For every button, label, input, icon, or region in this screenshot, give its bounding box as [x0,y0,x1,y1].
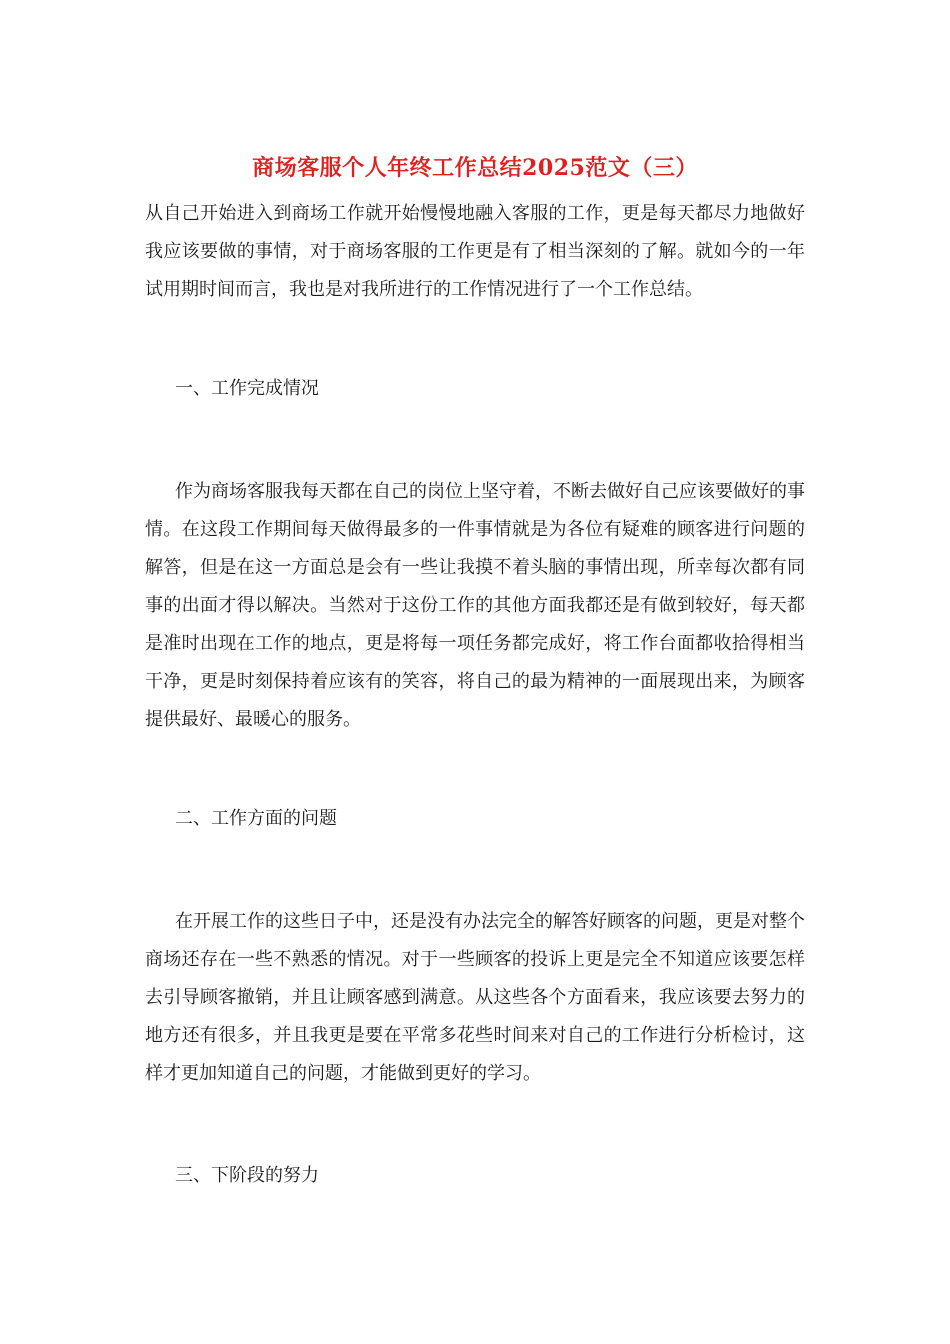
section-heading-3: 三、下阶段的努力 [175,1165,319,1186]
section-body-1: 作为商场客服我每天都在自己的岗位上坚守着，不断去做好自己应该要做好的事情。在这段工作期间每天做得最多的一件事情就是为各位有疑难的顾客进行问题的解答，但是在这一方面总是会有一些让我摸不着头脑的事情出现，所幸每次都有同事的出面才得以解决。当然对于这份工作的其他方面我都还是有做到较好，每天都是准时出现在工作的地点，更是将每一项任务都完成好，将工作台面都收拾得相当干净，更是时刻保持着应该有的笑容，将自己的最为精神的一面展现出来，为顾客提供最好、最暖心的服务。 [145,481,805,730]
document-title: 商场客服个人年终工作总结2025范文（三） [252,155,698,181]
section-heading-1: 一、工作完成情况 [175,378,319,399]
section-heading-2: 二、工作方面的问题 [175,808,337,829]
section-body-2: 在开展工作的这些日子中，还是没有办法完全的解答好顾客的问题，更是对整个商场还存在一些不熟悉的情况。对于一些顾客的投诉上更是完全不知道应该要怎样去引导顾客撤销，并且让顾客感到满意。从这些各个方面看来，我应该要去努力的地方还有很多，并且我更是要在平常多花些时间来对自己的工作进行分析检讨，这样才更加知道自己的问题，才能做到更好的学习。 [145,911,805,1084]
intro-paragraph: 从自己开始进入到商场工作就开始慢慢地融入客服的工作，更是每天都尽力地做好我应该要做的事情，对于商场客服的工作更是有了相当深刻的了解。就如今的一年试用期时间而言，我也是对我所进行的工作情况进行了一个工作总结。 [145,203,805,300]
